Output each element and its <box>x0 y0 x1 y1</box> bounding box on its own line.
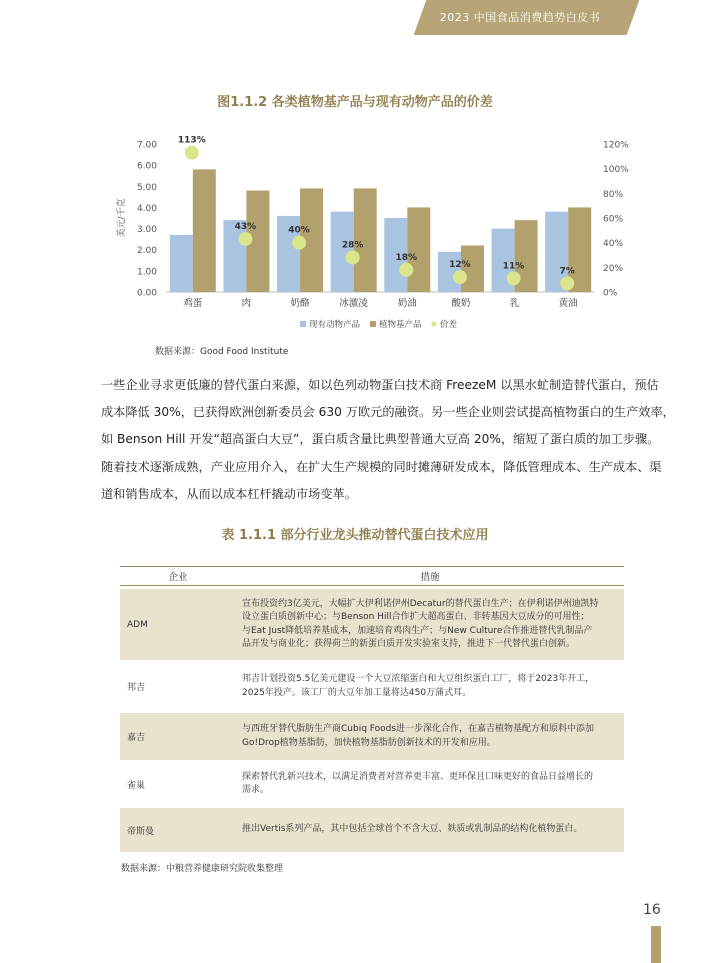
gap-point <box>292 236 306 250</box>
x-tick-label: 奶酪 <box>290 298 310 309</box>
legend-label: 价差 <box>440 320 458 330</box>
measure-line: 邦吉计划投资5.5亿美元建设一个大豆浓缩蛋白和大豆组织蛋白工厂，将于2023年开工， <box>242 674 595 684</box>
body-line: 随着技术逐渐成熟，产业应用介入，在扩大生产规模的同时摊薄研发成本，降低管理成本、生产成本、渠 <box>101 459 662 474</box>
header-measures: 措施 <box>420 572 440 583</box>
measure-cell <box>242 598 624 652</box>
gap-label: 7% <box>559 266 575 277</box>
company-cell: 嘉吉 <box>127 733 146 743</box>
legend-label: 现有动物产品 <box>309 320 361 330</box>
price-gap-chart <box>100 125 640 337</box>
gap-point <box>399 263 413 277</box>
company-cell: ADM <box>127 619 148 630</box>
x-tick-label: 酸奶 <box>451 298 471 309</box>
body-paragraph <box>101 372 675 508</box>
measure-line: 品开发与商业化；获得荷兰的新蛋白质开发实验室支持，推进下一代替代蛋白创新。 <box>242 639 576 649</box>
measure-cell <box>242 771 624 798</box>
table-row <box>120 763 624 805</box>
y-tick-label: 0.00 <box>136 288 157 299</box>
measure-line: 2025年投产。该工厂的大豆年加工量将达450万蒲式耳。 <box>242 687 472 698</box>
measure-line: 与西班牙替代脂肪生产商Cubiq Foods进一步深化合作，在嘉吉植物基配方和原料中添加 <box>242 724 595 734</box>
measure-line: 推出Vertis系列产品，其中包括全球首个不含大豆、麸质或乳制品的结构化植物蛋白。 <box>242 824 583 835</box>
y-tick-label: 7.00 <box>136 140 157 151</box>
gap-point <box>560 276 574 290</box>
y2-tick-label: 80% <box>603 189 624 200</box>
legend-swatch <box>300 321 306 327</box>
company-cell: 雀巢 <box>127 780 146 791</box>
gap-label: 12% <box>449 260 471 271</box>
figure-title: 图1.1.2 各类植物基产品与现有动物产品的价差 <box>217 95 493 110</box>
measure-line: Go!Drop植物基脂肪，加快植物基脂肪创新技术的开发和应用。 <box>242 737 496 748</box>
gap-point <box>453 270 467 284</box>
bar-animal <box>170 235 193 292</box>
table-row <box>120 663 624 710</box>
x-tick-label: 奶油 <box>397 298 417 309</box>
measure-line: 探索替代乳新兴技术，以满足消费者对营养更丰富、更环保且口味更好的食品日益增长的 <box>242 771 594 782</box>
measure-cell <box>242 723 624 750</box>
x-tick-label: 鸡蛋 <box>183 298 203 309</box>
header-company: 企业 <box>168 572 188 583</box>
gap-label: 43% <box>234 221 257 232</box>
table-row <box>120 808 624 852</box>
bar-plant <box>407 207 430 292</box>
legend-label: 植物基产品 <box>379 320 422 330</box>
y-tick-label: 5.00 <box>136 182 157 193</box>
measure-cell <box>242 673 624 700</box>
page-accent-bar <box>651 926 661 963</box>
y2-tick-label: 0% <box>603 288 618 299</box>
legend-swatch <box>432 322 437 327</box>
table-source: 数据来源：中粮营养健康研究院收集整理 <box>121 864 284 874</box>
gap-label: 18% <box>395 252 418 263</box>
gap-label: 28% <box>341 240 364 251</box>
page-number: 16 <box>643 902 661 918</box>
companies-table <box>120 566 624 852</box>
body-line: 如 Benson Hill 开发“超高蛋白大豆”，蛋白质含量比典型普通大豆高 20%，缩短了蛋白质的加工步骤。 <box>101 432 660 447</box>
y-tick-label: 4.00 <box>136 203 157 214</box>
x-tick-label: 肉 <box>241 298 252 309</box>
gap-label: 113% <box>177 135 206 146</box>
header-title: 2023 中国食品消费趋势白皮书 <box>439 11 601 24</box>
legend-swatch <box>370 321 376 327</box>
body-line: 成本降低 30%，已获得欧洲创新委员会 630 万欧元的融资。另一些企业则尝试提高植物蛋白的生产效率， <box>101 405 675 420</box>
y-axis-label: 美元/千克 <box>117 198 127 238</box>
x-tick-label: 黄油 <box>558 298 578 309</box>
table-row <box>120 713 624 760</box>
y2-tick-label: 20% <box>603 263 624 274</box>
company-cell: 帝斯曼 <box>127 826 155 837</box>
measure-line: 宣布投资约3亿美元，大幅扩大伊利诺伊州Decatur的替代蛋白生产；在伊利诺伊州迪凯特 <box>242 598 599 609</box>
y2-tick-label: 40% <box>603 239 624 250</box>
measure-line: 设立蛋白质创新中心；与Benson Hill合作扩大超高蛋白、非转基因大豆成分的可用性； <box>242 612 590 622</box>
gap-point <box>238 232 252 246</box>
bar-plant <box>193 169 216 292</box>
y-tick-label: 6.00 <box>136 161 157 172</box>
x-tick-label: 乳 <box>509 298 520 309</box>
measure-cell <box>242 823 624 837</box>
body-line: 一些企业寻求更低廉的替代蛋白来源，如以色列动物蛋白技术商 FreezeM 以黑水虻制造替代蛋白，预估 <box>101 378 659 392</box>
gap-label: 40% <box>288 225 310 236</box>
gap-point <box>185 146 199 160</box>
gap-point <box>507 271 521 285</box>
y-tick-label: 3.00 <box>136 225 157 236</box>
figure-source: 数据来源：Good Food Institute <box>155 347 289 357</box>
measure-line: 需求。 <box>242 785 270 795</box>
company-cell: 邦吉 <box>127 683 146 693</box>
gap-label: 11% <box>502 261 525 272</box>
y-tick-label: 2.00 <box>136 246 157 257</box>
table-row <box>120 589 624 660</box>
y-tick-label: 1.00 <box>136 267 157 278</box>
gap-point <box>346 250 360 264</box>
y2-tick-label: 120% <box>603 140 629 151</box>
body-line: 道和销售成本，从而以成本杠杆撬动市场变革。 <box>101 486 357 501</box>
table-header <box>120 566 624 586</box>
x-tick-label: 冰激凌 <box>339 298 368 309</box>
y2-tick-label: 100% <box>603 165 629 176</box>
y2-tick-label: 60% <box>603 214 624 225</box>
table-title: 表 1.1.1 部分行业龙头推动替代蛋白技术应用 <box>221 528 489 543</box>
measure-line: 与Eat Just降低培养基成本，加速培育鸡肉生产；与New Culture合作推进替代乳制品产 <box>242 625 593 636</box>
